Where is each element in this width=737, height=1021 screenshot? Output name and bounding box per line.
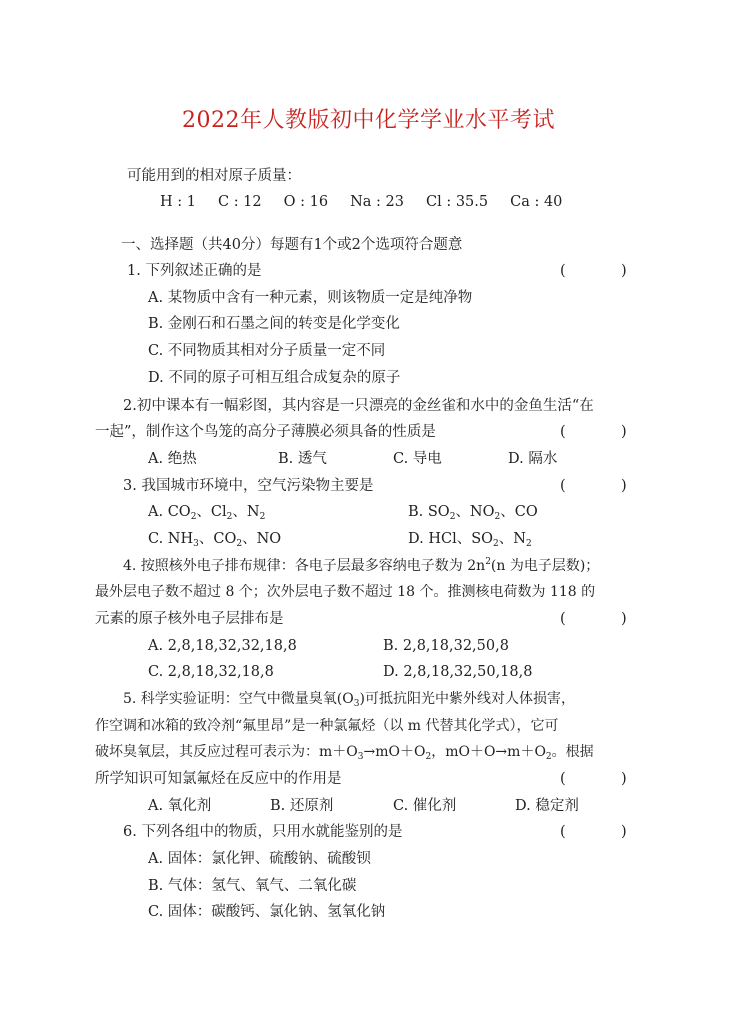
q2-line-2: 一起”，制作这个鸟笼的高分子薄膜必须具备的性质是 [95,424,436,440]
q1-option-a: A. 某物质中含有一种元素，则该物质一定是纯净物 [148,290,473,306]
q5-line-3: 破坏臭氧层，其反应过程可表示为：$m+O_3\to mO+O_2$，$mO+O\to m+O_2$。根据 [95,744,594,762]
mass-h: H : 1 [160,194,196,210]
q6-option-a: A. 固体：氯化钾、硫酸钠、硫酸钡 [148,851,371,867]
mass-na: Na : 23 [350,194,404,210]
q2-option-a: A. 绝热 [148,451,197,467]
q2-option-d: D. 隔水 [508,451,558,467]
q1-stem: 1. 下列叙述正确的是 [127,263,262,279]
q4-line-3: 元素的原子核外电子层排布是 [95,611,284,627]
atomic-masses-intro: 可能用到的相对原子质量： [127,168,301,184]
section-heading: 一、选择题（共40分）每题有1个或2个选项符合题意 [121,237,463,253]
q3-stem: 3. 我国城市环境中，空气污染物主要是 [123,478,374,494]
mass-ca: Ca : 40 [510,194,563,210]
q5-option-c: C. 催化剂 [393,798,457,814]
page-title: 2022年人教版初中化学学业水平考试 [182,108,555,133]
q3-option-a: A. $CO_2$、$Cl_2$、$N_2$ [148,504,266,522]
q3-option-b: B. $SO_2$、$NO_2$、CO [408,504,538,522]
mass-cl: Cl : 35.5 [425,194,489,210]
q1-option-b: B. 金刚石和石墨之间的转变是化学变化 [148,316,400,332]
q2-answer-blank: ( ) [560,424,627,440]
q6-option-b: B. 气体：氢气、氧气、二氧化碳 [148,878,357,894]
q3-option-d: D. HCl、$SO_2$、$N_2$ [408,531,532,549]
mass-o: O : 16 [283,194,329,210]
q6-option-c: C. 固体：碳酸钙、氯化钠、氢氧化钠 [148,904,386,920]
q1-option-c: C. 不同物质其相对分子质量一定不同 [148,343,386,359]
q4-answer-blank: ( ) [560,611,627,627]
q5-line-1: 5. 科学实验证明：空气中微量臭氧$(O_3)$可抵抗阳光中紫外线对人体损害， [123,691,575,709]
q1-answer-blank: ( ) [560,263,627,279]
q4-line-1: 4. 按照核外电子排布规律：各电子层最多容纳电子数为 $2n^2(n$ 为电子层数)； [123,557,600,574]
mass-c: C : 12 [217,194,262,210]
q4-option-b: B. 2,8,18,32,50,8 [383,638,509,654]
q2-option-b: B. 透气 [278,451,327,467]
q3-option-c: C. $NH_3$、$CO_2$、NO [148,531,282,549]
q5-line-4: 所学知识可知氯氟烃在反应中的作用是 [95,771,342,787]
q6-answer-blank: ( ) [560,824,627,840]
atomic-masses-list [160,192,584,212]
q2-option-c: C. 导电 [393,451,442,467]
q4-option-c: C. 2,8,18,32,18,8 [148,664,274,680]
q5-option-a: A. 氧化剂 [148,798,212,814]
q2-line-1: 2.初中课本有一幅彩图，其内容是一只漂亮的金丝雀和水中的金鱼生活“在 [123,398,594,414]
q1-option-d: D. 不同的原子可相互组合成复杂的原子 [148,370,401,386]
q4-option-a: A. 2,8,18,32,32,18,8 [148,638,297,654]
q4-line-2: 最外层电子数不超过 8 个；次外层电子数不超过 18 个。推测核电荷数为 118 的 [95,584,596,600]
q5-option-d: D. 稳定剂 [515,798,579,814]
q5-answer-blank: ( ) [560,771,627,787]
q5-option-b: B. 还原剂 [270,798,334,814]
q4-option-d: D. 2,8,18,32,50,18,8 [383,664,533,680]
q3-answer-blank: ( ) [560,478,627,494]
q6-stem: 6. 下列各组中的物质，只用水就能鉴别的是 [123,824,403,840]
q5-line-2: 作空调和冰箱的致冷剂“氟里昂”是一种氯氟烃（以 m 代替其化学式），它可 [95,718,559,734]
